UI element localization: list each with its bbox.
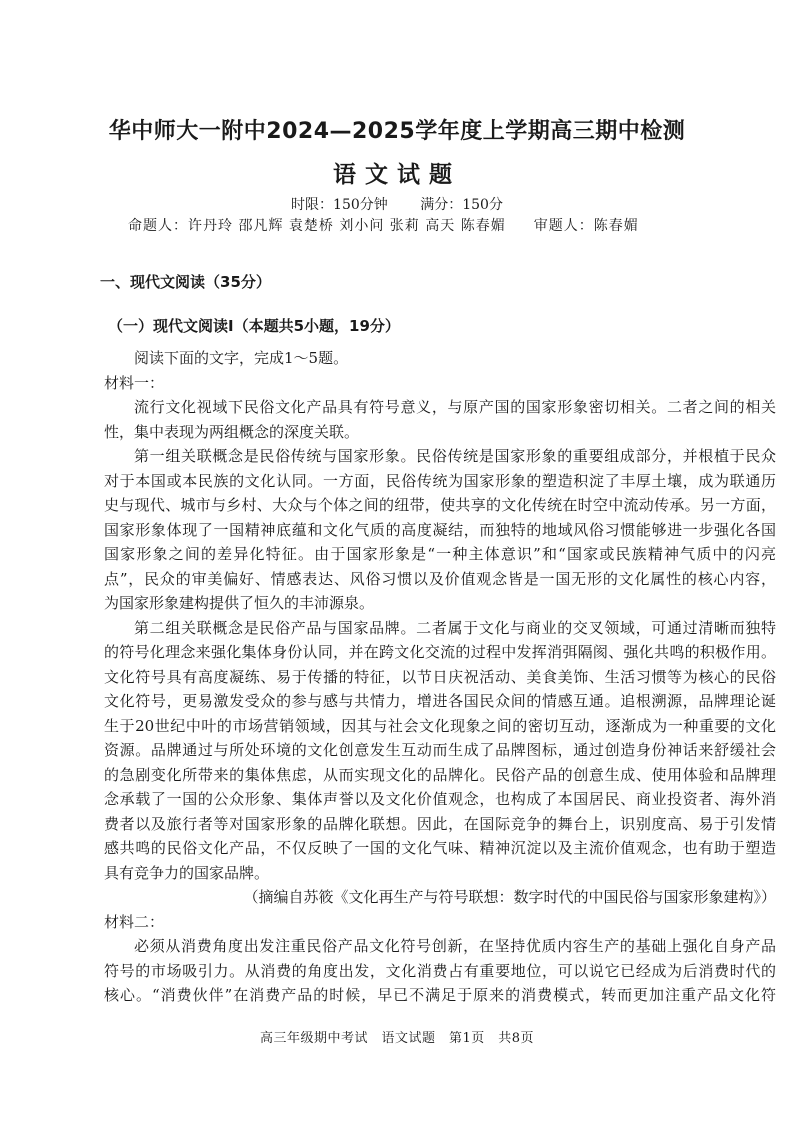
source-citation: （摘编自苏筱《文化再生产与符号联想：数字时代的中国民俗与国家形象建构》） xyxy=(243,888,776,906)
text-line: 符号的市场吸引力。从消费的角度出发，文化消费占有重要地位，可以说它已经成为后消费时代的 xyxy=(104,961,776,980)
question-authors: 命题人：许丹玲 邵凡辉 袁楚桥 刘小问 张莉 高天 陈春媚 xyxy=(128,218,506,234)
text-line: 的急剧变化所带来的集体焦虑，从而实现文化的品牌化。民俗产品的创意生成、使用体验和品牌理 xyxy=(104,765,776,784)
text-line: 性，集中表现为两组概念的深度关联。 xyxy=(104,422,360,441)
text-line: 具有竞争力的国家品牌。 xyxy=(104,863,270,882)
text-line: 感共鸣的民俗文化产品，不仅反映了一国的文化气味、精神沉淀以及主流价值观念，也有助于塑造 xyxy=(104,839,776,857)
text-line: 对于本国或本民族的文化认同。一方面，民俗传统为国家形象的塑造积淀了丰厚土壤，成为联通历 xyxy=(104,471,776,490)
exam-title: 华中师大一附中2024—2025学年度上学期高三期中检测 xyxy=(108,119,686,144)
text-line: 国家形象之间的差异化特征。由于国家形象是“一种主体意识”和“国家或民族精神气质中的闪亮 xyxy=(104,545,776,563)
text-line: 文化符号具有高度凝练、易于传播的特征，以节日庆祝活动、美食美饰、生活习惯等为核心的民俗 xyxy=(104,667,776,686)
reviewer: 审题人：陈春媚 xyxy=(533,218,639,234)
text-line: 的符号化理念来强化集体身份认同，并在跨文化交流的过程中发挥消弭隔阂、强化共鸣的积极作用。 xyxy=(104,643,776,661)
text-line: 点”，民众的审美偏好、情感表达、风俗习惯以及价值观念皆是一国无形的文化属性的核心内容， xyxy=(104,569,776,588)
text-line: 材料二： xyxy=(104,912,165,931)
subsection-heading: （一）现代文阅读Ⅰ（本题共5小题，19分） xyxy=(108,317,400,335)
text-line: 必须从消费角度出发注重民俗产品文化符号创新，在坚持优质内容生产的基础上强化自身产品 xyxy=(134,937,776,955)
section-heading: 一、现代文阅读（35分） xyxy=(100,273,271,291)
text-line: 念承载了一国的公众形象、集体声誉以及文化价值观念，也构成了本国居民、商业投资者、海外消 xyxy=(104,790,776,808)
exam-subject: 语文试题 xyxy=(333,162,461,188)
text-line: 费者以及旅行者等对国家形象的品牌化联想。因此，在国际竞争的舞台上，识别度高、易于引发情 xyxy=(104,814,776,833)
text-line: 文化符号，更易激发受众的参与感与共情力，增进各国民众间的情感互通。追根溯源，品牌理论诞 xyxy=(104,692,776,710)
exam-meta xyxy=(0,194,794,214)
text-line: 第二组关联概念是民俗产品与国家品牌。二者属于文化与商业的交叉领域，可通过清晰而独特 xyxy=(134,618,776,637)
text-line: 阅读下面的文字，完成1～5题。 xyxy=(134,349,349,367)
text-line: 为国家形象建构提供了恒久的丰沛源泉。 xyxy=(104,594,375,612)
page-footer: 高三年级期中考试 语文试题 第1页 共8页 xyxy=(259,1031,535,1046)
text-line: 核心。“消费伙伴”在消费产品的时候，早已不满足于原来的消费模式，转而更加注重产品文化符 xyxy=(104,986,776,1004)
text-line: 第一组关联概念是民俗传统与国家形象。民俗传统是国家形象的重要组成部分，并根植于民众 xyxy=(134,447,776,465)
text-line: 材料一： xyxy=(104,373,165,392)
text-line: 资源。品牌通过与所处环境的文化创意发生互动而生成了品牌图标，通过创造身份神话来舒缓社会 xyxy=(104,741,776,759)
text-line: 史与现代、城市与乡村、大众与个体之间的纽带，使共享的文化传统在时空中流动传承。另一方面， xyxy=(104,496,776,514)
text-line: 生于20世纪中叶的市场营销领域，因其与社会文化现象之间的密切互动，逐渐成为一种重要的文化 xyxy=(104,716,776,735)
text-line: 流行文化视域下民俗文化产品具有符号意义，与原产国的国家形象密切相关。二者之间的相关 xyxy=(134,398,776,416)
reading-passage xyxy=(104,346,776,1008)
time-limit: 时限：150分钟 xyxy=(291,197,388,213)
authors-line xyxy=(128,215,639,235)
text-line: 国家形象体现了一国精神底蕴和文化气质的高度凝结，而独特的地域风俗习惯能够进一步强化各国 xyxy=(104,520,776,539)
full-score: 满分：150分 xyxy=(420,197,503,213)
